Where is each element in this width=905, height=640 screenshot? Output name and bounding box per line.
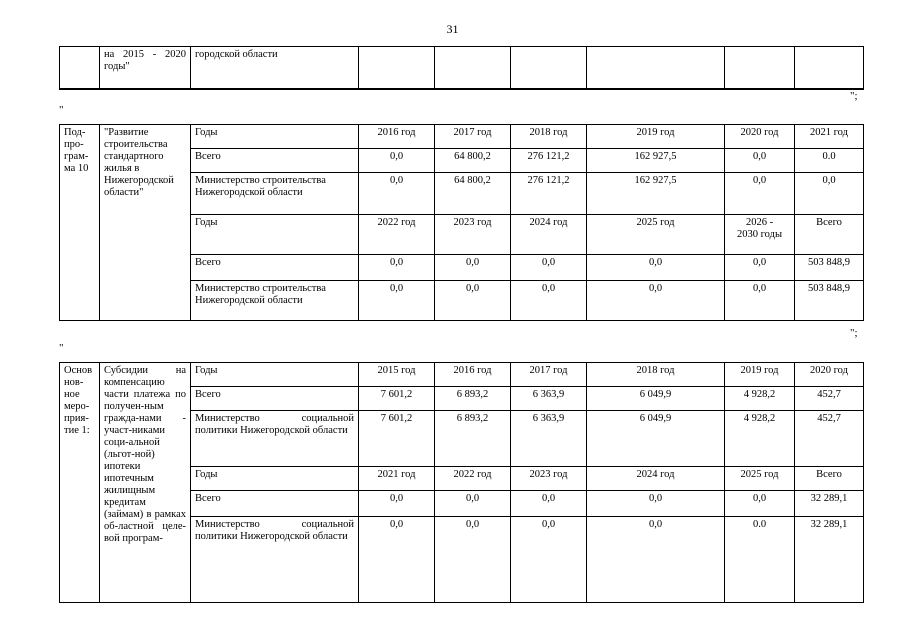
table-cell: 0.0 [795,149,864,173]
table-cell: 0,0 [511,491,587,517]
table-cell: 0,0 [795,173,864,215]
table-cell: 452,7 [795,411,864,467]
table-cell: 0,0 [587,491,725,517]
row-label: Всего [191,491,359,517]
table-cell: 0,0 [359,149,435,173]
table-cell: 2016 год [359,125,435,149]
subprogram-code: Под- про- грам- ма 10 [60,125,100,321]
table-cell: 6 049,9 [587,387,725,411]
main-activity-1-table [59,362,864,603]
table-cell: 0,0 [359,173,435,215]
table-cell: 162 927,5 [587,149,725,173]
row-label: Министерство строительства Нижегородской области [191,173,359,215]
row-label: Всего [191,149,359,173]
table-cell: 2017 год [435,125,511,149]
table-cell: 6 363,9 [511,387,587,411]
table-cell: 2025 год [725,467,795,491]
table-cell: 64 800,2 [435,149,511,173]
table-cell: 0,0 [511,255,587,281]
table-cell: Всего [795,215,864,255]
table-cell: 2015 год [359,363,435,387]
row-label: Министерство строительства Нижегородской области [191,281,359,321]
subprogram-10-table [59,124,864,321]
table-cell: 0,0 [359,517,435,603]
table-cell: 0,0 [511,517,587,603]
table-cell: 2022 год [435,467,511,491]
row-label: Всего [191,255,359,281]
activity-name: Субсидии на компенсацию части платежа по получен-ным гражда-нами - участ-никами соци-альной (льгот-ной) ипотеки ипотечным жилищным кредитам (займам) в рамках об-ластной целе-вой програм- [100,363,191,603]
table-cell: 0,0 [359,281,435,321]
table-cell: 0.0 [725,517,795,603]
row-label: Министерство социальной политики Нижегородской области [191,517,359,603]
table-cell: 4 928,2 [725,387,795,411]
table-cell: 503 848,9 [795,255,864,281]
table-cell: 0,0 [725,281,795,321]
table-cell: 2024 год [511,215,587,255]
row-label: Всего [191,387,359,411]
table-cell: 0,0 [587,255,725,281]
table-cell: 2017 год [511,363,587,387]
table-cell: 2021 год [795,125,864,149]
opening-quote: " [59,342,64,354]
table-cell: 32 289,1 [795,491,864,517]
table-cell: 2025 год [587,215,725,255]
table-cell: 0,0 [725,491,795,517]
table-cell: 0,0 [725,173,795,215]
table-cell: 32 289,1 [795,517,864,603]
table-cell: 0,0 [435,281,511,321]
table-cell: 0,0 [511,281,587,321]
table-cell: 0,0 [435,517,511,603]
table-cell: 2022 год [359,215,435,255]
row-label: Министерство социальной политики Нижегородской области [191,411,359,467]
table-cell: 2024 год [587,467,725,491]
table-cell: 64 800,2 [435,173,511,215]
table-cell: 162 927,5 [587,173,725,215]
table-cell: 6 893,2 [435,387,511,411]
table-cell: 6 049,9 [587,411,725,467]
continuation-table [59,46,864,90]
table-cell: 0,0 [435,255,511,281]
closing-quote: "; [850,90,858,102]
table-cell: 2026 - 2030 годы [725,215,795,255]
opening-quote: " [59,104,64,116]
table-cell: 276 121,2 [511,173,587,215]
table-cell: 2020 год [725,125,795,149]
subprogram-name: "Развитие строительства стандартного жилья в Нижегородской области" [100,125,191,321]
table-cell: 6 893,2 [435,411,511,467]
closing-quote: "; [850,327,858,339]
table-cell: 2021 год [359,467,435,491]
table-cell: 2016 год [435,363,511,387]
table-cell: 0,0 [435,491,511,517]
table-cell: 0,0 [359,491,435,517]
table-cell: 503 848,9 [795,281,864,321]
table-cell: 6 363,9 [511,411,587,467]
table-cell: 452,7 [795,387,864,411]
table-cell: 2023 год [435,215,511,255]
table-cell: 7 601,2 [359,387,435,411]
program-cell: на 2015 - 2020 годы" [100,47,191,89]
row-label: Годы [191,363,359,387]
table-cell: 0,0 [587,281,725,321]
table-cell: 2023 год [511,467,587,491]
table-cell: 4 928,2 [725,411,795,467]
table-cell: 2018 год [587,363,725,387]
table-cell: 0,0 [725,149,795,173]
table-cell: 2018 год [511,125,587,149]
table-cell: 2019 год [587,125,725,149]
row-label: Годы [191,467,359,491]
executor-cell: городской области [191,47,359,89]
table-cell: 2020 год [795,363,864,387]
row-label: Годы [191,215,359,255]
table-cell: 0,0 [359,255,435,281]
row-label: Годы [191,125,359,149]
page-number: 31 [446,22,459,36]
table-cell: 7 601,2 [359,411,435,467]
table-cell: 0,0 [725,255,795,281]
table-cell: 0,0 [587,517,725,603]
table-cell: Всего [795,467,864,491]
table-cell: 276 121,2 [511,149,587,173]
activity-code: Основ нов- ное меро- прия- тие 1: [60,363,100,603]
table-cell: 2019 год [725,363,795,387]
